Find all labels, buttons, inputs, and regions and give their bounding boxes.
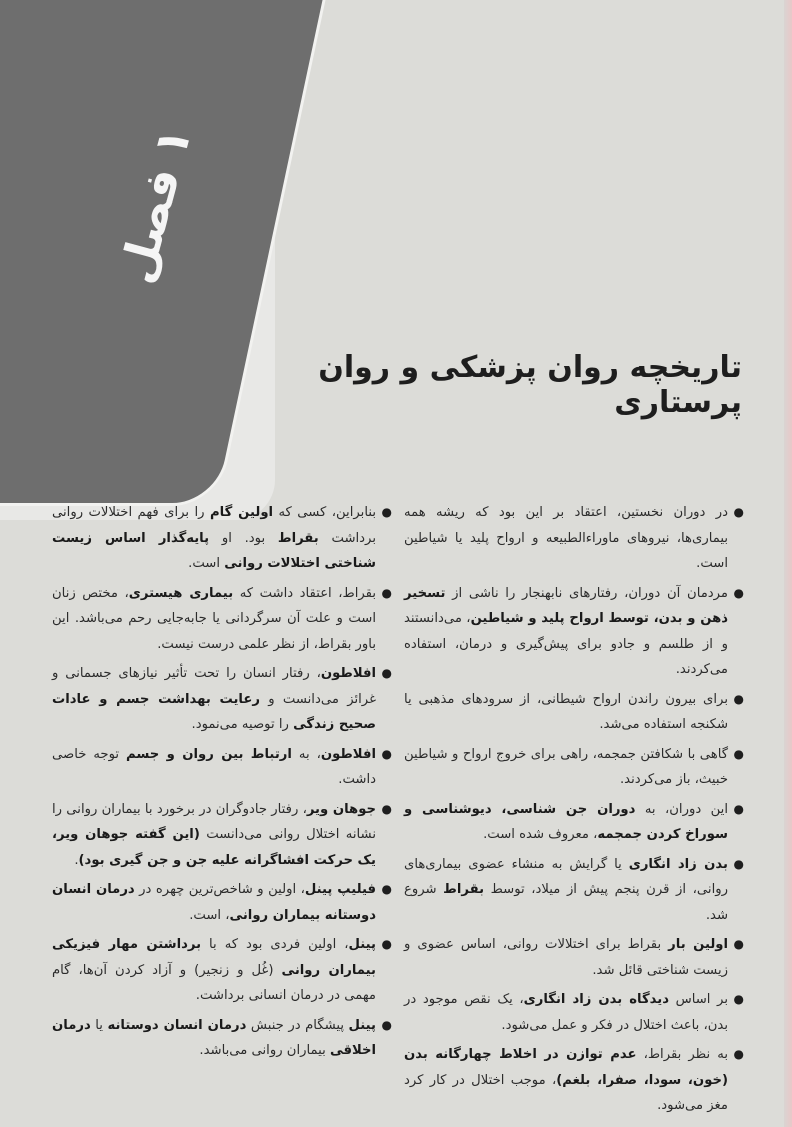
item-text: ، اولین فردی بود که با bbox=[201, 937, 349, 952]
item-text: شروع شد. bbox=[404, 882, 728, 923]
bold-text: ارتباط بین روان و جسم bbox=[126, 746, 292, 762]
item-text: ، می‌دانستند و از طلسم و جادو برای پیش‌گیری و درمان، استفاده می‌کردند. bbox=[404, 611, 728, 677]
bullet-icon: ● bbox=[381, 505, 392, 519]
bullet-icon: ● bbox=[733, 585, 744, 600]
item-text: ، رفتار جادوگران در برخورد با بیماران روانی را نشانه اختلال روانی می‌دانست bbox=[52, 801, 376, 842]
item-text: ، یک نقص موجود در بدن، باعث اختلال در فکر و عمل می‌شود. bbox=[404, 992, 728, 1033]
bullet-icon: ● bbox=[381, 882, 392, 896]
bold-text: درمان اخلاقی bbox=[52, 1017, 376, 1058]
list-item bbox=[52, 742, 392, 793]
bullet-icon: ● bbox=[733, 1047, 744, 1061]
bold-text: اولین بار bbox=[668, 937, 728, 952]
bullet-icon: ● bbox=[381, 1017, 392, 1032]
bullet-icon: ● bbox=[733, 856, 744, 871]
bullet-icon: ● bbox=[733, 992, 744, 1006]
item-text: (غُل و زنجیر) و آزاد کردن آن‌ها، گام مهمی در درمان انسانی برداشت. bbox=[52, 962, 376, 1003]
bold-text: درمان انسان دوستانه bbox=[107, 1017, 247, 1033]
bold-text: درمان انسان دوستانه بیماران روانی bbox=[52, 882, 376, 923]
bold-text: (این گفته جوهان ویر، یک حرکت افشاگرانه علیه جن و جن گیری بود) bbox=[52, 827, 376, 868]
bullet-icon: ● bbox=[381, 937, 392, 951]
chapter-number: ۱ bbox=[142, 121, 202, 163]
list-item bbox=[52, 932, 392, 1009]
item-text: یا bbox=[90, 1017, 108, 1033]
item-text: است. bbox=[188, 556, 225, 571]
list-item bbox=[404, 987, 744, 1038]
item-text: توجه خاصی داشت. bbox=[52, 746, 376, 787]
list-item bbox=[52, 581, 392, 658]
item-text: ، معروف شده است. bbox=[483, 827, 598, 842]
item-text: گاهی با شکافتن جمجمه، راهی برای خروج ارواح و شیاطین خبیث، باز می‌کردند. bbox=[404, 746, 728, 787]
bold-text: تسخیر ذهن و بدن، توسط ارواح پلید و شیاطین bbox=[404, 585, 729, 626]
bold-text: افلاطون bbox=[320, 746, 376, 762]
bold-text: رعایت بهداشت جسم و عادات صحیح زندگی bbox=[52, 691, 376, 732]
bold-text: بدن زاد انگاری bbox=[628, 856, 728, 872]
list-item bbox=[52, 877, 392, 928]
right-column bbox=[404, 500, 744, 1123]
item-text: ، موجب اختلال در کار کرد مغز می‌شود. bbox=[404, 1072, 728, 1113]
bullet-icon: ● bbox=[733, 691, 744, 706]
item-text: ، رفتار انسان را تحت تأثیر نیازهای جسمانی و غرائز می‌دانست و bbox=[52, 666, 376, 707]
bold-text: دیدگاه بدن زاد انگاری bbox=[523, 992, 669, 1007]
item-text: برای بیرون راندن ارواح شیطانی، از سرودهای مذهبی یا شکنجه استفاده می‌شد. bbox=[404, 691, 728, 732]
item-text: بقراط، اعتقاد داشت که bbox=[233, 585, 376, 601]
item-text: بیماران روانی می‌باشد. bbox=[199, 1043, 330, 1058]
bullet-icon: ● bbox=[381, 585, 392, 600]
bold-text: پینل bbox=[348, 937, 376, 952]
list-item bbox=[404, 500, 744, 577]
item-text: . bbox=[74, 852, 79, 868]
left-column bbox=[52, 500, 392, 1068]
item-text: را برای فهم اختلالات روانی برداشت bbox=[52, 505, 376, 546]
item-text: یا گرایش به منشاء عضوی بیماری‌های روانی، از قرن پنجم پیش از میلاد، توسط bbox=[404, 856, 728, 897]
bold-text: فیلیپ پینل bbox=[304, 882, 376, 897]
bold-text: بقراط bbox=[277, 530, 319, 546]
list-item bbox=[404, 581, 744, 683]
bullet-icon: ● bbox=[733, 937, 744, 951]
bullet-icon: ● bbox=[733, 505, 744, 519]
bold-text: اولین گام bbox=[210, 505, 274, 520]
item-text: ، است. bbox=[189, 907, 230, 923]
item-text: را توصیه می‌نمود. bbox=[191, 717, 294, 732]
item-text: ، به bbox=[291, 746, 321, 762]
list-item bbox=[404, 797, 744, 848]
item-text: بر اساس bbox=[668, 992, 728, 1007]
item-text: بقراط برای اختلالات روانی، اساس عضوی و زیست شناختی قائل شد. bbox=[404, 937, 728, 978]
item-text: در دوران نخستین، اعتقاد بر این بود که ریشه همه بیماری‌ها، نیروهای ماوراءالطبیعه و ارواح پلید یا شیاطین است. bbox=[404, 505, 728, 571]
item-text: مردمان آن دوران، رفتارهای نابهنجار را ناشی از bbox=[445, 585, 728, 601]
list-item bbox=[52, 661, 392, 738]
bold-text: پینل bbox=[348, 1017, 377, 1033]
bold-text: بیماری هیستری bbox=[128, 585, 234, 601]
list-item bbox=[404, 1042, 744, 1119]
bold-text: پایه‌گذار اساس زیست شناختی اختلالات روانی bbox=[52, 530, 376, 571]
bullet-icon: ● bbox=[733, 801, 744, 816]
list-item bbox=[404, 742, 744, 793]
item-text: این دوران، به bbox=[635, 801, 728, 817]
bullet-icon: ● bbox=[381, 746, 392, 761]
item-text: ، مختص زنان است و علت آن سرگردانی یا جابه‌جایی رحم می‌باشد. این باور بقراط، از نظر علمی درست نیست. bbox=[52, 585, 376, 652]
bold-text: جوهان ویر bbox=[306, 801, 376, 817]
bold-text: دوران جن شناسی، دیوشناسی و سوراخ کردن جمجمه bbox=[404, 801, 728, 842]
list-item bbox=[404, 687, 744, 738]
bold-text: افلاطون bbox=[320, 666, 376, 681]
bullet-icon: ● bbox=[733, 746, 744, 761]
list-item bbox=[404, 932, 744, 983]
bullet-icon: ● bbox=[381, 666, 392, 680]
bold-text: برداشتن مهار فیزیکی بیماران روانی bbox=[52, 937, 376, 978]
item-text: ، اولین و شاخص‌ترین چهره در bbox=[134, 882, 305, 897]
list-item bbox=[52, 797, 392, 874]
list-item bbox=[404, 852, 744, 929]
bullet-icon: ● bbox=[381, 801, 392, 816]
list-item bbox=[52, 500, 392, 577]
item-text: به نظر بقراط، bbox=[636, 1047, 728, 1062]
item-text: بود. او bbox=[209, 530, 278, 546]
list-item bbox=[52, 1013, 392, 1064]
page-title: تاریخچه روان پزشکی و روان پرستاری bbox=[318, 350, 742, 420]
bold-text: عدم توازن در اخلاط چهارگانه بدن (خون، سودا، صفرا، بلغم) bbox=[404, 1047, 728, 1088]
bold-text: بقراط bbox=[443, 882, 485, 897]
chapter-word: فصل bbox=[108, 162, 191, 289]
item-text: پیشگام در جنبش bbox=[246, 1017, 349, 1033]
page-edge bbox=[784, 0, 792, 1127]
item-text: بنابراین، کسی که bbox=[273, 505, 376, 520]
